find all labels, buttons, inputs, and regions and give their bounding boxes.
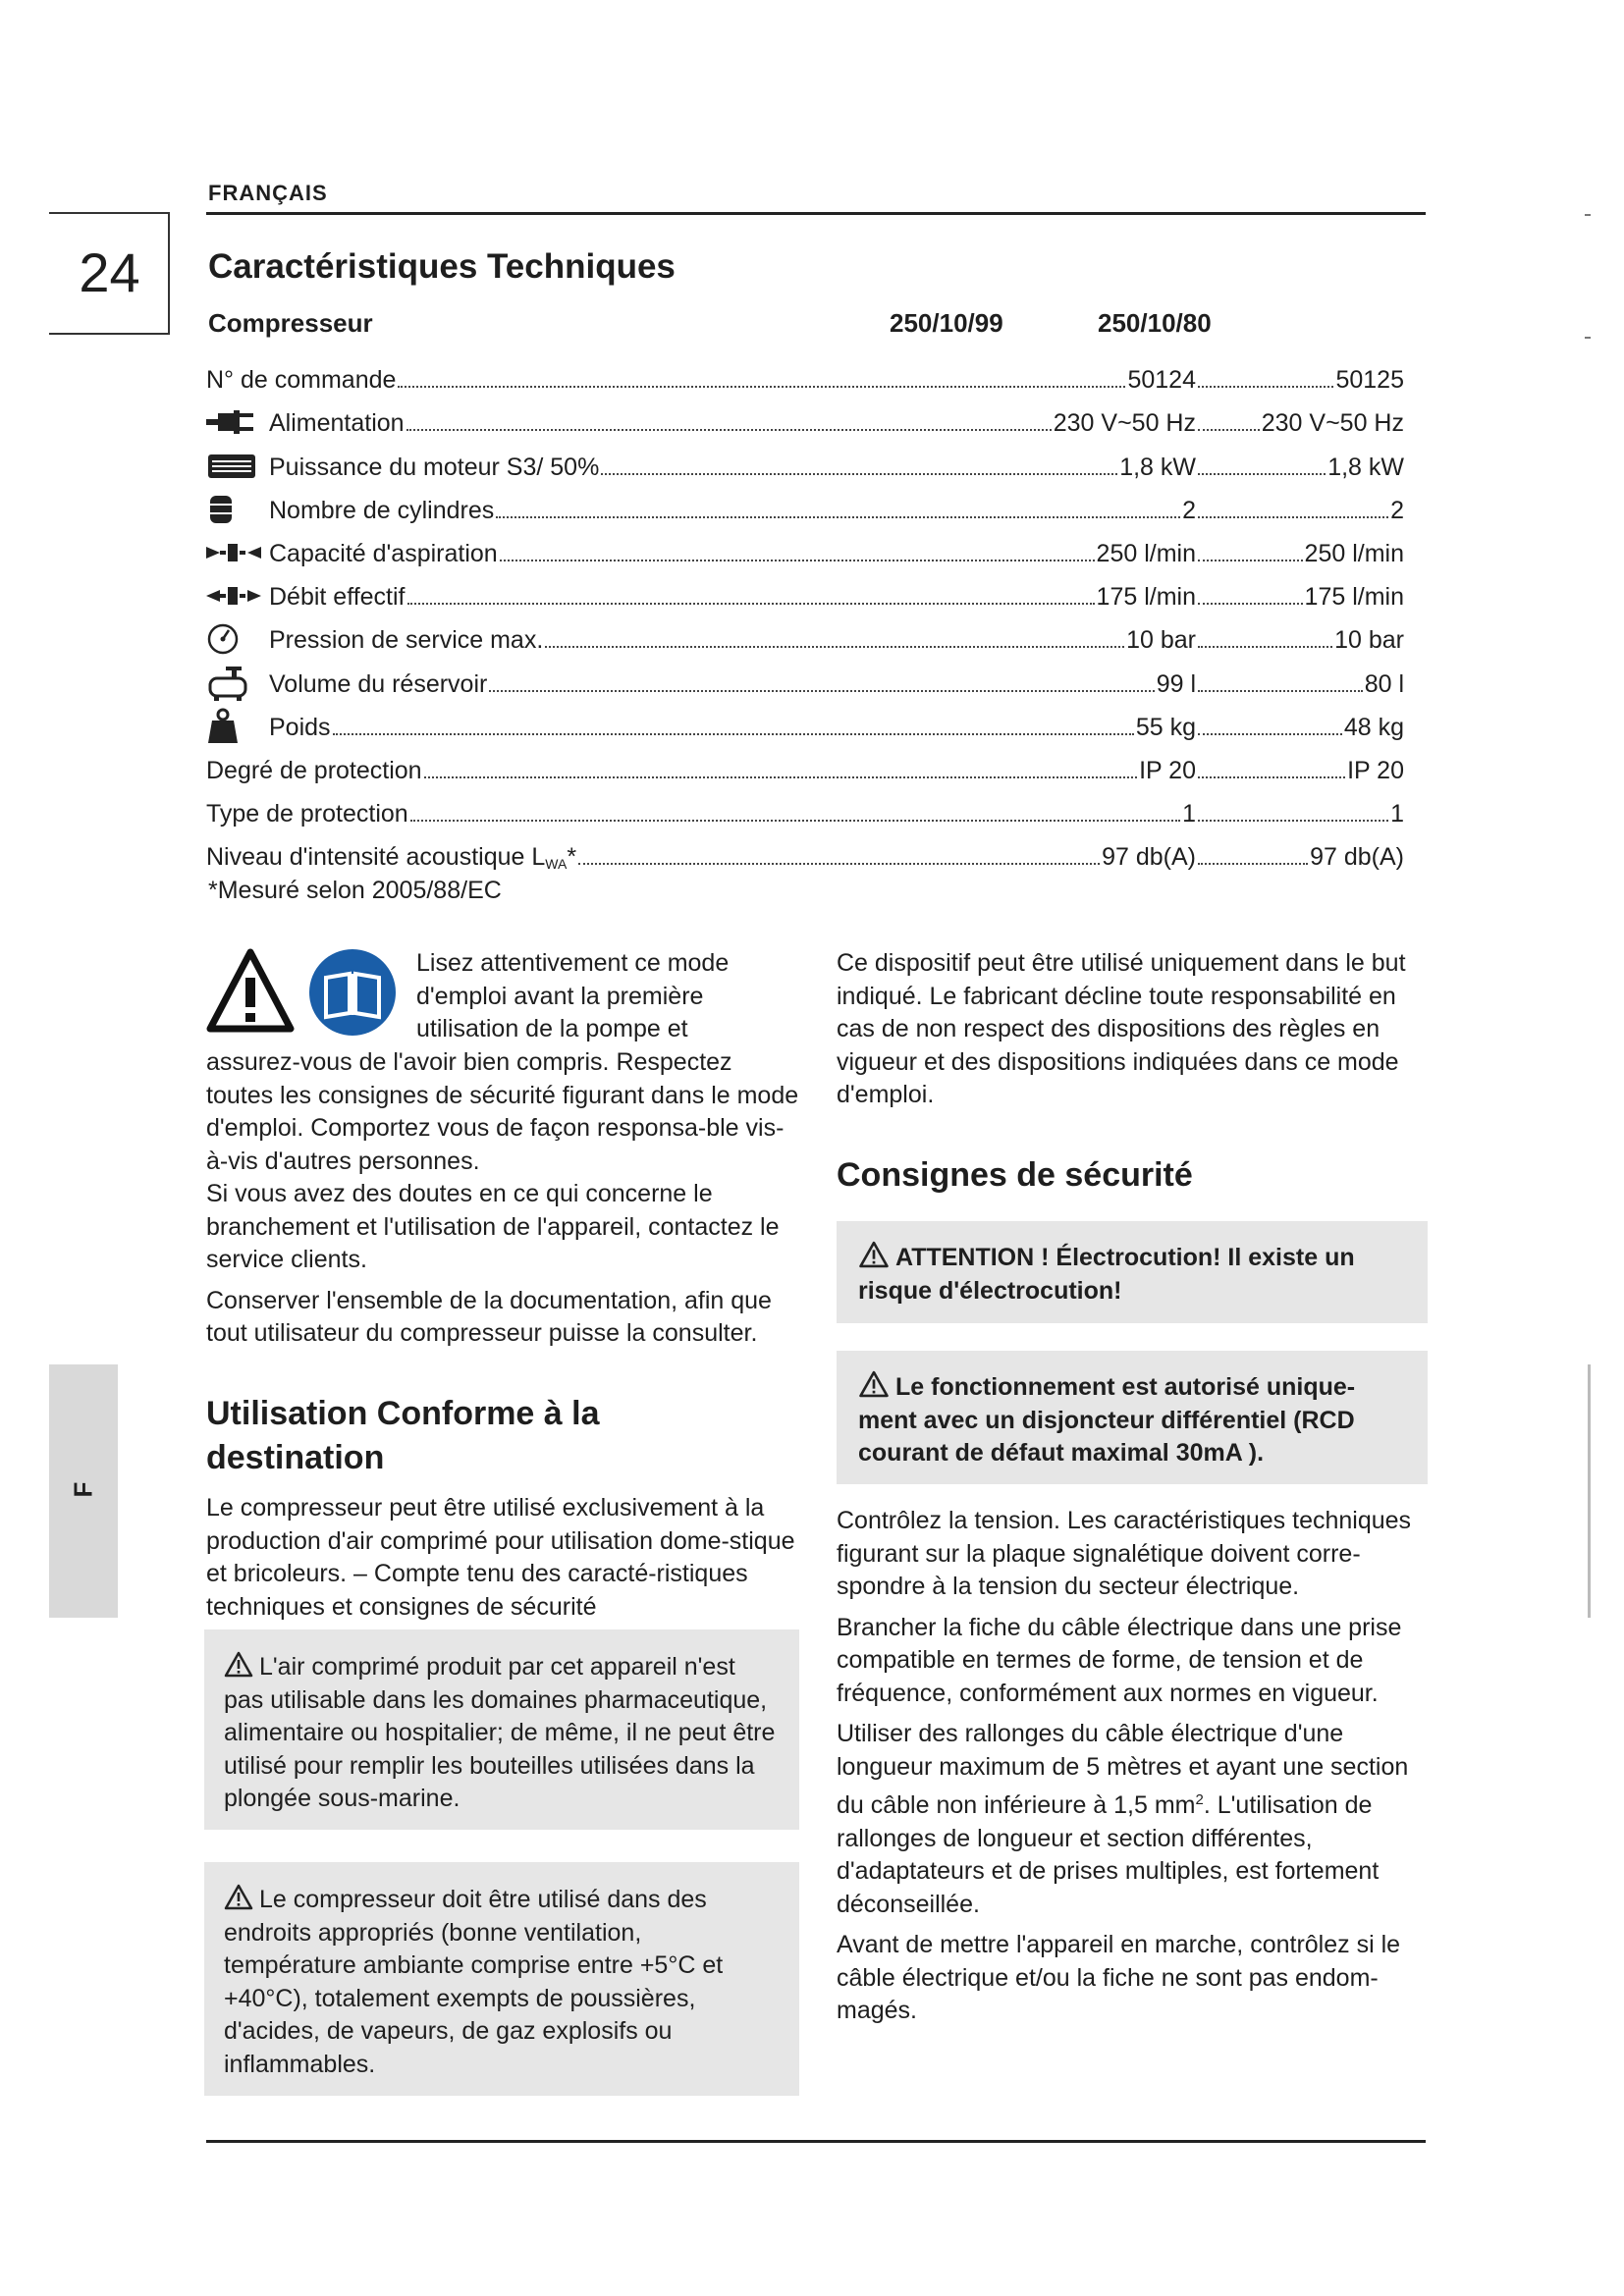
- spec-label: Nombre de cylindres: [269, 496, 495, 524]
- margin-mark: [1585, 214, 1591, 216]
- specs-table: [206, 351, 1404, 872]
- dot-leader: [601, 473, 1117, 475]
- spec-label: N° de commande: [206, 366, 397, 395]
- side-language-tab: [49, 1364, 118, 1618]
- spec-row: [206, 395, 1404, 438]
- spec-value-model-2: 250 l/min: [1304, 539, 1404, 567]
- spec-row: [206, 568, 1404, 612]
- dot-leader: [1198, 646, 1332, 648]
- intro-first-lines: [416, 947, 799, 1046]
- extension-paragraph: [837, 1718, 1426, 1921]
- intro-paragraph-keep: Conserver l'ensemble de la documentation, afin que tout utilisateur du compresseur puisse la consulter.: [206, 1286, 772, 1347]
- spec-label: Pression de service max.: [269, 626, 544, 655]
- warning-box-rcd: [837, 1351, 1428, 1484]
- dot-leader: [1198, 690, 1363, 692]
- dot-leader: [1198, 429, 1260, 431]
- dot-leader: [398, 386, 1125, 388]
- spec-label-suffix: *: [567, 843, 577, 872]
- spec-row: [206, 742, 1404, 785]
- warning-triangle-icon: [206, 948, 295, 1038]
- check-cable-paragraph: Avant de mettre l'appareil en marche, contrôlez si le câble électrique et/ou la fiche ne sont pas endom-magés.: [837, 1931, 1401, 2025]
- intro-text: [206, 1046, 801, 1359]
- spec-row: [206, 482, 1404, 525]
- spec-row: [206, 612, 1404, 655]
- spec-value-model-1: 55 kg: [1135, 713, 1196, 741]
- language-label: FRANÇAIS: [208, 181, 328, 205]
- spec-value-model-1: 250 l/min: [1096, 539, 1196, 567]
- dot-leader: [1198, 386, 1333, 388]
- specs-note: *Mesuré selon 2005/88/EC: [208, 877, 502, 904]
- dot-leader: [1198, 733, 1342, 735]
- margin-line: [1588, 1364, 1591, 1618]
- info-box-compressed-air: [204, 1629, 799, 1830]
- dot-leader: [1198, 560, 1303, 561]
- spec-value-model-2: 2: [1390, 496, 1404, 524]
- dot-leader: [1198, 863, 1308, 865]
- spec-value-model-2: 80 l: [1364, 669, 1404, 698]
- dot-leader: [1198, 516, 1388, 518]
- intro-line: d'emploi avant la première: [416, 982, 704, 1010]
- dot-leader: [1198, 473, 1326, 475]
- spec-value-model-1: 230 V~50 Hz: [1053, 409, 1196, 438]
- spec-label: Débit effectif: [269, 583, 406, 612]
- spec-label: Alimentation: [269, 409, 405, 438]
- spec-value-model-1: 50124: [1127, 366, 1196, 395]
- top-rule: [206, 212, 1426, 215]
- weight-icon: [206, 711, 269, 742]
- dot-leader: [406, 429, 1052, 431]
- dot-leader: [1198, 776, 1345, 778]
- spec-label: Degré de protection: [206, 756, 422, 784]
- specs-title: Caractéristiques Techniques: [208, 247, 676, 286]
- spec-value-model-1: 1,8 kW: [1119, 453, 1196, 481]
- spec-value-model-2: 1: [1390, 800, 1404, 828]
- spec-value-model-1: 10 bar: [1126, 626, 1196, 655]
- dot-leader: [1198, 603, 1303, 605]
- spec-row: [206, 525, 1404, 568]
- intro-line: Lisez attentivement ce mode: [416, 949, 730, 977]
- dot-leader: [496, 516, 1180, 518]
- plug-icon: [206, 406, 269, 438]
- side-tab-letter: F: [68, 1481, 98, 1498]
- output-icon: [206, 580, 269, 612]
- dot-leader: [500, 560, 1095, 561]
- spec-value-model-2: 175 l/min: [1304, 583, 1404, 612]
- spec-row: [206, 828, 1404, 872]
- spec-value-model-1: 99 l: [1156, 669, 1196, 698]
- spec-value-model-2: 10 bar: [1334, 626, 1404, 655]
- spec-value-model-1: 97 db(A): [1102, 843, 1196, 872]
- spec-label: Niveau d'intensité acoustique L: [206, 843, 546, 872]
- intake-icon: [206, 537, 269, 568]
- spec-label: Poids: [269, 713, 331, 741]
- plug-paragraph: Brancher la fiche du câble électrique dans une prise compatible en termes de forme, de tension et de fréquence, conformément aux normes en vigueur.: [837, 1613, 1402, 1707]
- cylinder-icon: [206, 494, 269, 525]
- dot-leader: [407, 603, 1095, 605]
- page-number: 24: [79, 241, 140, 303]
- dot-leader: [410, 820, 1180, 822]
- purpose-text: Ce dispositif peut être utilisé uniquement dans le but indiqué. Le fabricant décline toute responsabilité en cas de non respect des dispositions des règles en vigueur et des dispositions indiquées dans ce mode d'emploi.: [837, 949, 1406, 1108]
- spec-value-model-2: 97 db(A): [1310, 843, 1404, 872]
- usage-title: Utilisation Conforme à la destination: [206, 1395, 600, 1476]
- extension-text-a: Utiliser des rallonges du câble électrique d'une longueur maximum de 5 mètres et ayant une section du câble non inférieure à 1,5 mm: [837, 1720, 1409, 1820]
- spec-value-model-1: 2: [1182, 496, 1196, 524]
- warning-text: ATTENTION ! Électrocution! Il existe un risque d'électrocution!: [858, 1244, 1355, 1305]
- dot-leader: [333, 733, 1134, 735]
- spec-label: Puissance du moteur S3/ 50%: [269, 453, 600, 481]
- dot-leader: [578, 863, 1100, 865]
- spec-label: Type de protection: [206, 800, 408, 828]
- warning-text: Le fonctionnement est autorisé unique-ment avec un disjoncteur différentiel (RCD courant de défaut maximal 30mA ).: [858, 1373, 1356, 1467]
- read-manual-icon: [308, 948, 397, 1041]
- warning-box-electrocution: [837, 1221, 1428, 1323]
- info-box-text: Le compresseur doit être utilisé dans des endroits appropriés (bonne ventilation, température ambiante comprise entre +5°C et +40°C), totalement exempts de poussières, d'acides, de vapeurs, de gaz explosifs ou inflammables.: [224, 1886, 724, 2078]
- dot-leader: [545, 646, 1124, 648]
- warning-icon: [858, 1241, 890, 1268]
- spec-value-model-2: 230 V~50 Hz: [1261, 409, 1404, 438]
- spec-value-model-1: IP 20: [1139, 756, 1196, 784]
- spec-label: Volume du réservoir: [269, 669, 488, 698]
- warning-icon: [224, 1884, 253, 1910]
- dot-leader: [489, 690, 1154, 692]
- specs-model-1: 250/10/99: [890, 308, 1003, 338]
- safety-title: Consignes de sécurité: [837, 1156, 1193, 1194]
- spec-row: [206, 655, 1404, 698]
- specs-model-2: 250/10/80: [1098, 308, 1212, 338]
- extension-sup: 2: [1195, 1791, 1204, 1808]
- spec-label-sub: WA: [545, 856, 568, 873]
- info-box-text: L'air comprimé produit par cet appareil n'est pas utilisable dans les domaines pharmaceutique, alimentaire ou hospitalier; de même, il ne peut être utilisé pour remplir les bouteilles utilisées dans la plongée sous-marine.: [224, 1653, 776, 1812]
- spec-value-model-1: 1: [1182, 800, 1196, 828]
- intro-paragraph-doubts: Si vous avez des doutes en ce qui concerne le branchement et l'utilisation de l'appareil, contactez le service clients.: [206, 1180, 780, 1273]
- dot-leader: [424, 776, 1137, 778]
- warning-icon: [224, 1651, 253, 1678]
- dot-leader: [1198, 820, 1388, 822]
- spec-value-model-1: 175 l/min: [1096, 583, 1196, 612]
- spec-value-model-2: IP 20: [1347, 756, 1404, 784]
- margin-mark: [1585, 337, 1591, 339]
- specs-col-label: Compresseur: [208, 308, 373, 338]
- intro-line: utilisation de la pompe et: [416, 1015, 688, 1042]
- gauge-icon: [206, 623, 269, 655]
- spec-value-model-2: 1,8 kW: [1327, 453, 1404, 481]
- warning-icon: [858, 1370, 890, 1398]
- voltage-paragraph: Contrôlez la tension. Les caractéristiques techniques figurant sur la plaque signalétique doivent corre-spondre à la tension du secteur électrique.: [837, 1507, 1412, 1600]
- tank-icon: [206, 667, 269, 699]
- spec-row: [206, 699, 1404, 742]
- motor-icon: [206, 451, 269, 482]
- spec-row: [206, 351, 1404, 395]
- spec-row: [206, 438, 1404, 481]
- spec-label: Capacité d'aspiration: [269, 539, 498, 567]
- spec-value-model-2: 48 kg: [1343, 713, 1404, 741]
- extension-text-b: . L'utilisation de rallonges de longueur et section différentes, d'adaptateurs et de prises multiples, est fortement déconseillée.: [837, 1791, 1380, 1918]
- spec-value-model-2: 50125: [1335, 366, 1404, 395]
- usage-text: Le compresseur peut être utilisé exclusivement à la production d'air comprimé pour utilisation dome-stique et bricoleurs. – Compte tenu des caracté-ristiques techniques et consignes de sécurité: [206, 1494, 795, 1621]
- spec-row: [206, 785, 1404, 828]
- bottom-rule: [206, 2140, 1426, 2143]
- info-box-environment: [204, 1862, 799, 2096]
- intro-paragraph: assurez-vous de l'avoir bien compris. Respectez toutes les consignes de sécurité figurant dans le mode d'emploi. Comportez vous de façon responsa-ble vis-à-vis d'autres personnes.: [206, 1048, 799, 1175]
- electrical-instructions: [837, 1505, 1426, 2036]
